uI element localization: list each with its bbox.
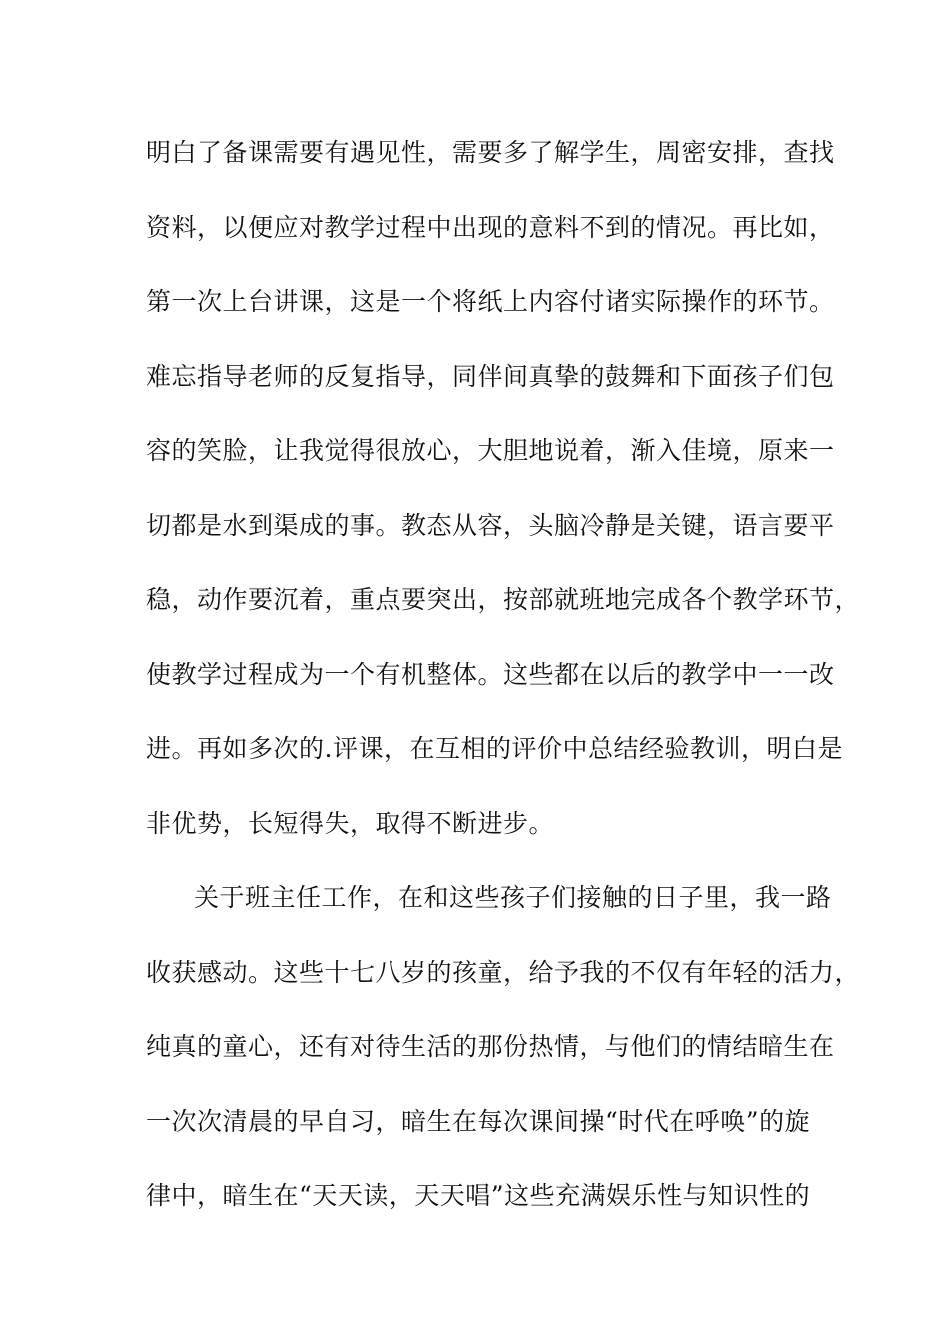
text-line: 一次次清晨的早自习，暗生在每次课间操“时代在呼唤”的旋 xyxy=(146,1106,811,1136)
text-line: 纯真的童心，还有对待生活的那份热情，与他们的情结暗生在 xyxy=(146,1032,835,1061)
paragraph-start-line: 关于班主任工作，在和这些孩子们接触的日子里，我一路 xyxy=(194,883,832,912)
body-text xyxy=(146,127,861,1245)
text-line: 使教学过程成为一个有机整体。这些都在以后的教学中一一改 xyxy=(146,659,835,689)
text-line: 非优势，长短得失，取得不断进步。 xyxy=(146,808,555,838)
text-line: 明白了备课需要有遇见性，需要多了解学生，周密安排，查找 xyxy=(146,138,835,167)
text-line: 切都是水到渠成的事。教态从容，头脑冷静是关键，语言要平 xyxy=(146,510,835,540)
text-line: 稳，动作要沉着，重点要突出，按部就班地完成各个教学环节， xyxy=(146,585,861,614)
text-line: 容的笑脸，让我觉得很放心，大胆地说着，渐入佳境，原来一 xyxy=(146,436,835,465)
text-line: 进。再如多次的.评课，在互相的评价中总结经验教训，明白是 xyxy=(146,734,843,763)
text-line: 第一次上台讲课，这是一个将纸上内容付诸实际操作的环节。 xyxy=(146,287,835,316)
text-line: 资料，以便应对教学过程中出现的意料不到的情况。再比如， xyxy=(146,212,835,242)
text-line: 律中，暗生在“天天读，天天唱”这些充满娱乐性与知识性的 xyxy=(146,1181,811,1210)
text-line: 难忘指导老师的反复指导，同伴间真挚的鼓舞和下面孩子们包 xyxy=(146,361,835,391)
text-line: 收获感动。这些十七八岁的孩童，给予我的不仅有年轻的活力， xyxy=(146,957,861,987)
